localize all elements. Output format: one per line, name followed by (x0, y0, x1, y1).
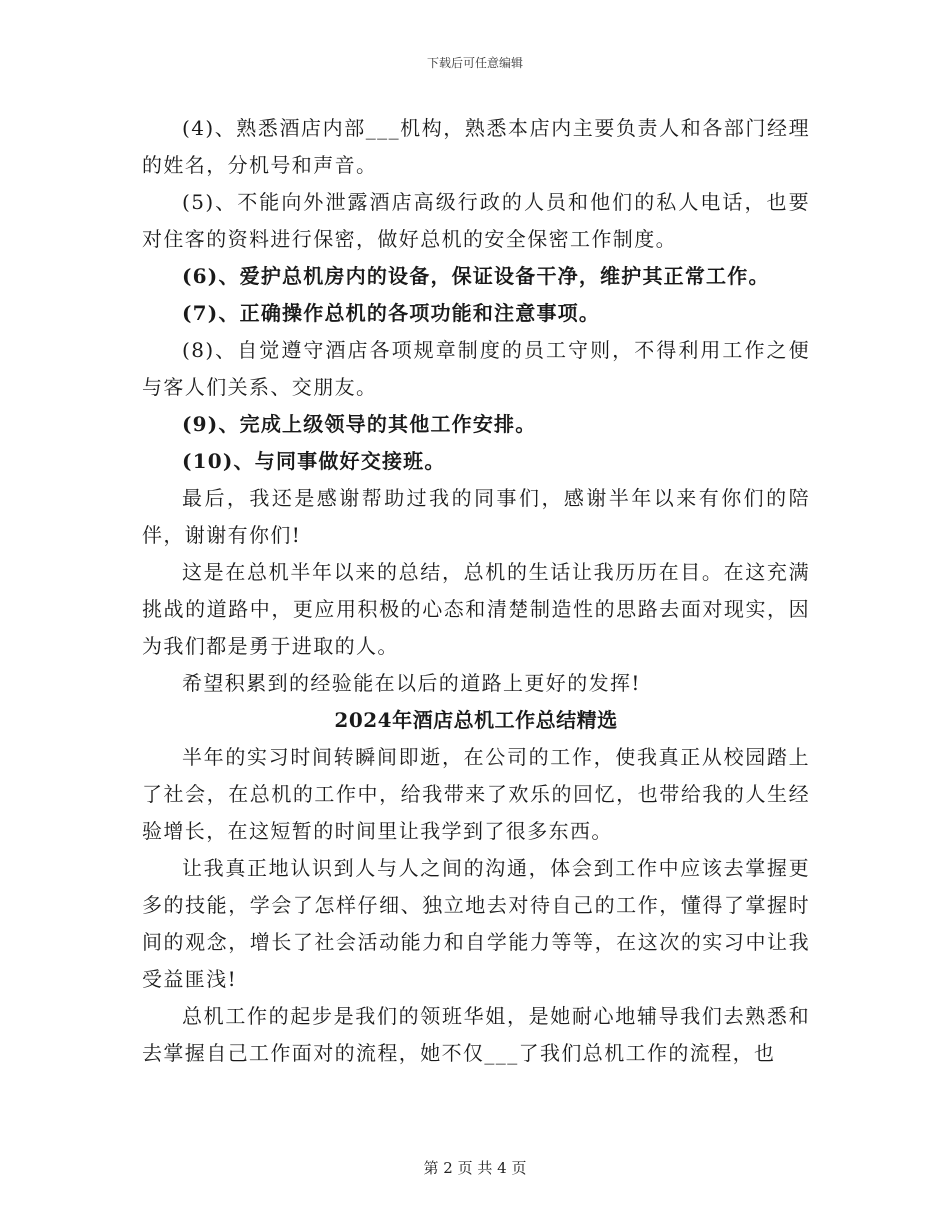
paragraph-group-after (142, 739, 810, 1072)
paragraph: (8)、自觉遵守酒店各项规章制度的员工守则，不得利用工作之便与客人们关系、交朋友。 (142, 338, 810, 399)
section-title: 2024年酒店总机工作总结精选 (334, 708, 618, 732)
paragraph: (5)、不能向外泄露酒店高级行政的人员和他们的私人电话，也要对住客的资料进行保密，做好总机的安全保密工作制度。 (142, 190, 810, 251)
paragraph: 让我真正地认识到人与人之间的沟通，体会到工作中应该去掌握更多的技能，学会了怎样仔细、独立地去对待自己的工作，懂得了掌握时间的观念，增长了社会活动能力和自学能力等等，在这次的实习中让我受益匪浅! (142, 856, 810, 991)
paragraph-bold: (7)、正确操作总机的各项功能和注意事项。 (182, 301, 601, 325)
paragraph-bold: (10)、与同事做好交接班。 (182, 449, 446, 473)
paragraph: 这是在总机半年以来的总结，总机的生话让我历历在目。在这充满挑战的道路中，更应用积极的心态和清楚制造性的思路去面对现实，因为我们都是勇于进取的人。 (142, 560, 810, 658)
page-header: 下载后可任意编辑 (426, 56, 523, 70)
page-footer: 第 2 页 共 4 页 (423, 1159, 527, 1177)
document-body (142, 110, 810, 1072)
paragraph-bold: (9)、完成上级领导的其他工作安排。 (182, 412, 537, 436)
paragraph: 最后，我还是感谢帮助过我的同事们，感谢半年以来有你们的陪伴，谢谢有你们! (142, 486, 810, 547)
paragraph-group-before (142, 110, 810, 702)
paragraph-bold: (6)、爱护总机房内的设备，保证设备干净，维护其正常工作。 (182, 264, 770, 288)
paragraph: (4)、熟悉酒店内部___机构，熟悉本店内主要负责人和各部门经理的姓名，分机号和声音。 (142, 116, 810, 177)
paragraph: 总机工作的起步是我们的领班华姐，是她耐心地辅导我们去熟悉和去掌握自己工作面对的流程，她不仅___了我们总机工作的流程，也 (142, 1004, 810, 1065)
paragraph: 半年的实习时间转瞬间即逝，在公司的工作，使我真正从校园踏上了社会，在总机的工作中，给我带来了欢乐的回忆，也带给我的人生经验增长，在这短暂的时间里让我学到了很多东西。 (142, 745, 810, 843)
paragraph: 希望积累到的经验能在以后的道路上更好的发挥! (182, 671, 641, 695)
